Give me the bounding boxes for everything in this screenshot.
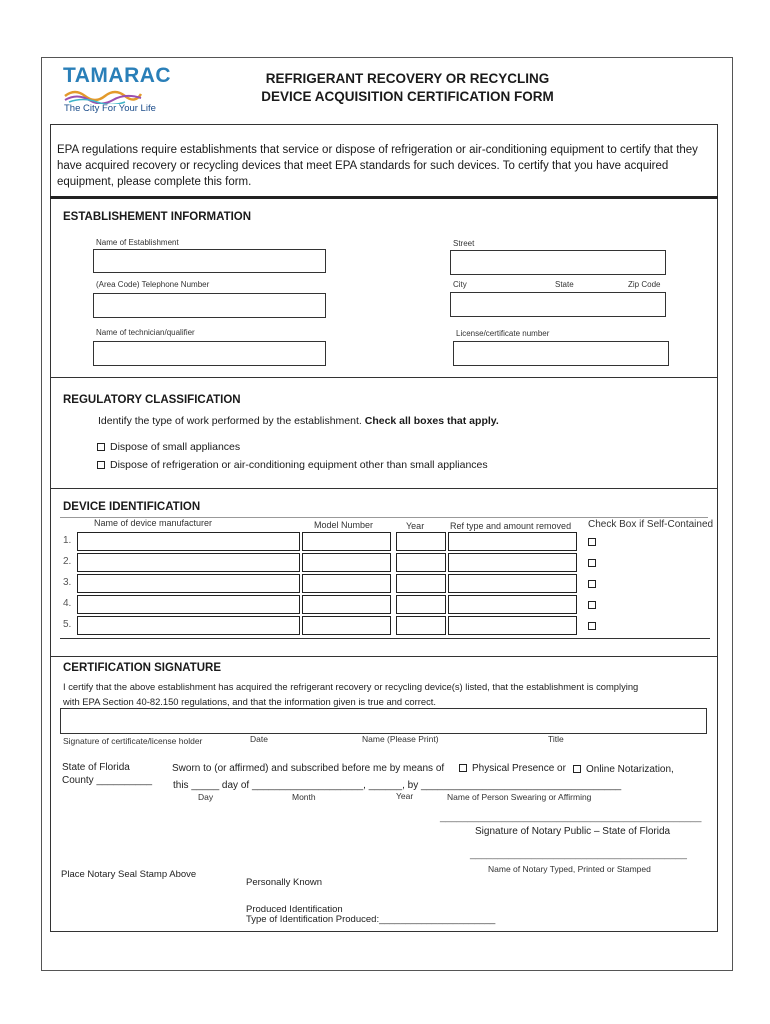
- col-manufacturer: Name of device manufacturer: [94, 518, 213, 528]
- row-number: 3.: [63, 577, 72, 588]
- divider: [50, 377, 718, 378]
- technician-field[interactable]: [93, 341, 326, 366]
- regulatory-instruction: [98, 415, 499, 427]
- ref-type-cell[interactable]: [448, 616, 577, 635]
- option-label: Dispose of small appliances: [110, 441, 241, 453]
- ref-type-cell[interactable]: [448, 553, 577, 572]
- instruction-emphasis: Check all boxes that apply.: [364, 415, 499, 427]
- intro-text: EPA regulations require establishments that service or dispose of refrigeration or air-conditioning equipment to certify that they have acquired recovery or recycling devices that meet EPA standards for such devices. To certify that you have acquired equipment, please complete this form.: [57, 144, 698, 188]
- certification-statement-1: I certify that the above establishment has acquired the refrigerant recovery or recycling device(s) listed, that the establishment is complying: [63, 681, 639, 692]
- manufacturer-cell[interactable]: [77, 532, 300, 551]
- self-contained-checkbox[interactable]: [588, 559, 596, 567]
- state-label: State: [555, 280, 574, 289]
- model-cell[interactable]: [302, 595, 391, 614]
- regulatory-heading: REGULATORY CLASSIFICATION: [63, 394, 241, 406]
- street-field[interactable]: [450, 250, 666, 275]
- divider: [50, 656, 718, 657]
- date-label: Date: [250, 734, 268, 744]
- notary-county: County __________: [62, 775, 153, 786]
- establishment-name-field[interactable]: [93, 249, 326, 273]
- year-cell[interactable]: [396, 532, 446, 551]
- ref-type-cell[interactable]: [448, 532, 577, 551]
- zip-label: Zip Code: [628, 280, 661, 289]
- swearing-label: Name of Person Swearing or Affirming: [447, 792, 592, 802]
- notary-signature-line: _______________________________________________: [440, 812, 702, 823]
- certification-statement-2: with EPA Section 40-82.150 regulations, and that the information given is true and correct.: [63, 696, 436, 707]
- year-cell[interactable]: [396, 574, 446, 593]
- model-cell[interactable]: [302, 532, 391, 551]
- logo-tagline: The City For Your Life: [64, 103, 156, 114]
- self-contained-checkbox[interactable]: [588, 601, 596, 609]
- device-table-rule: [60, 638, 710, 639]
- instruction-text: Identify the type of work performed by the establishment.: [98, 415, 362, 427]
- identification-type: Type of Identification Produced:______________________: [246, 914, 496, 925]
- personally-known: Personally Known: [246, 877, 323, 888]
- ref-type-cell[interactable]: [448, 595, 577, 614]
- ref-type-cell[interactable]: [448, 574, 577, 593]
- seal-text: Place Notary Seal Stamp Above: [61, 869, 197, 880]
- street-label: Street: [453, 239, 475, 248]
- year-cell[interactable]: [396, 616, 446, 635]
- col-ref-type: Ref type and amount removed: [450, 521, 572, 531]
- manufacturer-cell[interactable]: [77, 574, 300, 593]
- establishment-name-label: Name of Establishment: [96, 238, 179, 247]
- year-label: Year: [396, 791, 414, 801]
- form-title: [220, 70, 595, 106]
- option-label: Physical Presence or: [472, 763, 566, 774]
- col-year: Year: [406, 521, 425, 531]
- option-label: Online Notarization,: [586, 764, 674, 775]
- self-contained-checkbox[interactable]: [588, 580, 596, 588]
- option-small-appliances[interactable]: [97, 441, 240, 453]
- notary-name-label: Name of Notary Typed, Printed or Stamped: [488, 864, 651, 874]
- year-cell[interactable]: [396, 553, 446, 572]
- print-name-label: Name (Please Print): [362, 734, 439, 744]
- option-label: Dispose of refrigeration or air-conditioning equipment other than small appliances: [110, 459, 488, 471]
- option-other-equipment[interactable]: [97, 459, 488, 471]
- model-cell[interactable]: [302, 553, 391, 572]
- title-label: Title: [548, 734, 564, 744]
- col-model: Model Number: [314, 520, 374, 530]
- day-label: Day: [198, 792, 214, 802]
- sworn-text: Sworn to (or affirmed) and subscribed before me by means of: [172, 763, 445, 774]
- establishment-heading: ESTABLISHEMENT INFORMATION: [63, 211, 252, 223]
- license-field[interactable]: [453, 341, 669, 366]
- checkbox[interactable]: [573, 765, 581, 773]
- model-cell[interactable]: [302, 616, 391, 635]
- divider: [50, 196, 718, 199]
- online-notarization-option[interactable]: [573, 764, 674, 775]
- notary-state: State of Florida: [62, 762, 130, 773]
- notary-signature-label: Signature of Notary Public – State of Florida: [475, 826, 671, 837]
- title-line-2: DEVICE ACQUISITION CERTIFICATION FORM: [261, 89, 554, 104]
- model-cell[interactable]: [302, 574, 391, 593]
- license-label: License/certificate number: [456, 329, 550, 338]
- signature-label: Signature of certificate/license holder: [63, 736, 203, 746]
- row-number: 2.: [63, 556, 72, 567]
- row-number: 1.: [63, 535, 72, 546]
- certification-heading: CERTIFICATION SIGNATURE: [63, 662, 222, 674]
- row-number: 5.: [63, 619, 72, 630]
- self-contained-checkbox[interactable]: [588, 622, 596, 630]
- self-contained-checkbox[interactable]: [588, 538, 596, 546]
- phone-field[interactable]: [93, 293, 326, 318]
- checkbox[interactable]: [97, 461, 105, 469]
- city-state-zip-field[interactable]: [450, 292, 666, 317]
- manufacturer-cell[interactable]: [77, 553, 300, 572]
- col-self-contained: Check Box if Self-Contained: [588, 519, 714, 530]
- checkbox[interactable]: [459, 764, 467, 772]
- signature-field[interactable]: [60, 708, 707, 734]
- checkbox[interactable]: [97, 443, 105, 451]
- logo-wave-icon: [63, 88, 143, 104]
- physical-presence-option[interactable]: [459, 763, 566, 774]
- produced-identification: Produced Identification: [246, 904, 343, 915]
- notary-name-line: _______________________________________: [470, 849, 687, 860]
- title-line-1: REFRIGERANT RECOVERY OR RECYCLING: [265, 71, 550, 86]
- year-cell[interactable]: [396, 595, 446, 614]
- sworn-date-line: this _____ day of ____________________, ______, by ____________________________________: [173, 780, 622, 791]
- city-logo: TAMARAC: [63, 64, 172, 87]
- technician-label: Name of technician/qualifier: [96, 328, 195, 337]
- divider: [50, 488, 718, 489]
- phone-label: (Area Code) Telephone Number: [96, 280, 210, 289]
- manufacturer-cell[interactable]: [77, 595, 300, 614]
- manufacturer-cell[interactable]: [77, 616, 300, 635]
- row-number: 4.: [63, 598, 72, 609]
- city-label: City: [453, 280, 467, 289]
- month-label: Month: [292, 792, 316, 802]
- device-heading: DEVICE IDENTIFICATION: [63, 501, 201, 513]
